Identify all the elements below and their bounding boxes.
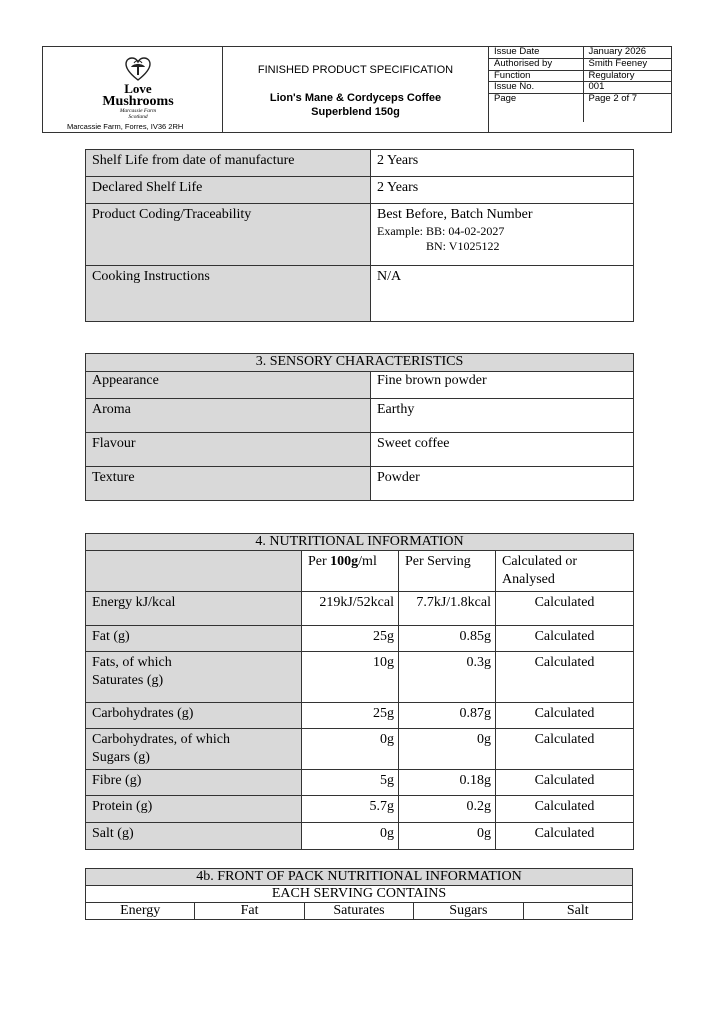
per-100g-header [302, 551, 399, 592]
meta-value: Smith Feeney [583, 59, 671, 71]
per-serving-value: 0g [399, 729, 496, 770]
nutrient-label: Protein (g) [86, 796, 302, 823]
per-100g-value: 25g [302, 703, 399, 729]
shelf-row [86, 266, 634, 322]
subheading-row [86, 886, 633, 903]
meta-value: 001 [583, 82, 671, 94]
shelf-value: Best Before, Batch Number [377, 207, 533, 222]
section-heading: 4. NUTRITIONAL INFORMATION [86, 534, 634, 551]
shelf-label: Product Coding/Traceability [86, 204, 371, 266]
sensory-label: Appearance [86, 372, 371, 399]
shelf-life-table [85, 149, 634, 322]
shelf-label: Shelf Life from date of manufacture [86, 150, 371, 177]
document-meta [489, 47, 671, 122]
per-100g-bold: 100g [330, 554, 359, 569]
meta-row [489, 93, 671, 122]
per-100g-value: 0g [302, 823, 399, 850]
per-100g-value: 219kJ/52kcal [302, 592, 399, 626]
method-header-line1: Calculated or [502, 554, 578, 569]
shelf-label: Cooking Instructions [86, 266, 371, 322]
nutrient-label-line2: Saturates (g) [92, 673, 164, 688]
logo-sub-farm: Marcassie Farm [119, 108, 157, 114]
nutrient-label-line1: Carbohydrates, of which [92, 732, 231, 747]
per-serving-value: 0.85g [399, 626, 496, 652]
method-value: Calculated [496, 770, 634, 796]
nutrient-label [86, 729, 302, 770]
meta-value: Regulatory [583, 70, 671, 82]
sensory-value: Sweet coffee [371, 433, 634, 467]
meta-row [489, 59, 671, 71]
nutrition-row [86, 770, 634, 796]
nutrient-header-blank [86, 551, 302, 592]
meta-value: January 2026 [583, 47, 671, 59]
sensory-label: Flavour [86, 433, 371, 467]
nutrient-label: Salt (g) [86, 823, 302, 850]
sensory-label: Texture [86, 467, 371, 501]
per-prefix: Per [308, 554, 331, 569]
meta-label: Authorised by [489, 59, 583, 71]
product-name-line2: Superblend 150g [311, 106, 400, 118]
nutrition-header-row [86, 551, 634, 592]
meta-label: Issue Date [489, 47, 583, 59]
method-value: Calculated [496, 796, 634, 823]
sensory-row [86, 399, 634, 433]
per-serving-value: 7.7kJ/1.8kcal [399, 592, 496, 626]
shelf-value: N/A [371, 266, 634, 322]
product-name-line1: Lion's Mane & Cordyceps Coffee [269, 92, 442, 104]
method-value: Calculated [496, 703, 634, 729]
section-heading-row [86, 354, 634, 372]
nutrition-row [86, 796, 634, 823]
document-title: FINISHED PRODUCT SPECIFICATION [257, 64, 454, 76]
front-of-pack-table [85, 868, 633, 920]
title-cell [223, 47, 489, 133]
sensory-value: Earthy [371, 399, 634, 433]
fop-column-fat: Fat [195, 903, 304, 920]
nutrition-row [86, 626, 634, 652]
section-heading: 3. SENSORY CHARACTERISTICS [86, 354, 634, 372]
sensory-value: Powder [371, 467, 634, 501]
method-value: Calculated [496, 626, 634, 652]
fop-column-energy: Energy [86, 903, 195, 920]
per-suffix: /ml [358, 554, 377, 569]
fop-column-saturates: Saturates [304, 903, 413, 920]
shelf-value: 2 Years [371, 177, 634, 204]
logo-text-mushrooms: Mushrooms [102, 94, 174, 109]
meta-label: Issue No. [489, 82, 583, 94]
per-serving-header: Per Serving [399, 551, 496, 592]
per-100g-value: 25g [302, 626, 399, 652]
meta-row [489, 47, 671, 59]
fop-columns-row [86, 903, 633, 920]
per-100g-value: 0g [302, 729, 399, 770]
sensory-row [86, 372, 634, 399]
nutrition-row [86, 729, 634, 770]
method-value: Calculated [496, 823, 634, 850]
fop-column-salt: Salt [523, 903, 632, 920]
section-heading-row [86, 869, 633, 886]
logo-sub-country: Scotland [128, 114, 148, 120]
logo-text-love: Love [124, 81, 152, 96]
shelf-label: Declared Shelf Life [86, 177, 371, 204]
nutrient-label-line2: Sugars (g) [92, 750, 150, 765]
method-header [496, 551, 634, 592]
shelf-row [86, 150, 634, 177]
nutrition-row [86, 823, 634, 850]
nutrient-label: Fat (g) [86, 626, 302, 652]
traceability-cell [371, 204, 634, 266]
per-serving-value: 0.3g [399, 652, 496, 703]
meta-row [489, 70, 671, 82]
per-100g-value: 5g [302, 770, 399, 796]
example-bn: BN: V1025122 [426, 239, 500, 253]
meta-row [489, 82, 671, 94]
nutrition-table [85, 533, 634, 850]
meta-label: Page [489, 93, 583, 122]
method-value: Calculated [496, 592, 634, 626]
nutrition-row [86, 703, 634, 729]
fop-column-sugars: Sugars [414, 903, 523, 920]
per-serving-value: 0.18g [399, 770, 496, 796]
document-header [42, 46, 672, 133]
shelf-row [86, 204, 634, 266]
per-serving-value: 0.87g [399, 703, 496, 729]
per-serving-value: 0g [399, 823, 496, 850]
heart-mushroom-icon [125, 57, 151, 81]
nutrient-label-line1: Fats, of which [92, 655, 172, 670]
per-100g-value: 5.7g [302, 796, 399, 823]
brand-logo [93, 57, 183, 120]
sensory-label: Aroma [86, 399, 371, 433]
sensory-row [86, 467, 634, 501]
method-header-line2: Analysed [502, 572, 555, 587]
sensory-row [86, 433, 634, 467]
shelf-value: 2 Years [371, 150, 634, 177]
nutrient-label: Energy kJ/kcal [86, 592, 302, 626]
sensory-table [85, 353, 634, 501]
example-bb: Example: BB: 04-02-2027 [377, 224, 505, 238]
section-heading: 4b. FRONT OF PACK NUTRITIONAL INFORMATION [86, 869, 633, 886]
per-100g-value: 10g [302, 652, 399, 703]
method-value: Calculated [496, 729, 634, 770]
company-address: Marcassie Farm, Forres, IV36 2RH [67, 122, 184, 131]
logo-cell [43, 47, 223, 133]
sensory-value: Fine brown powder [371, 372, 634, 399]
section-subheading: EACH SERVING CONTAINS [86, 886, 633, 903]
per-serving-value: 0.2g [399, 796, 496, 823]
nutrition-row [86, 652, 634, 703]
nutrition-row [86, 592, 634, 626]
shelf-row [86, 177, 634, 204]
nutrient-label [86, 652, 302, 703]
meta-cell [489, 47, 672, 133]
method-value: Calculated [496, 652, 634, 703]
nutrient-label: Carbohydrates (g) [86, 703, 302, 729]
nutrient-label: Fibre (g) [86, 770, 302, 796]
section-heading-row [86, 534, 634, 551]
meta-label: Function [489, 70, 583, 82]
meta-value: Page 2 of 7 [583, 93, 671, 122]
